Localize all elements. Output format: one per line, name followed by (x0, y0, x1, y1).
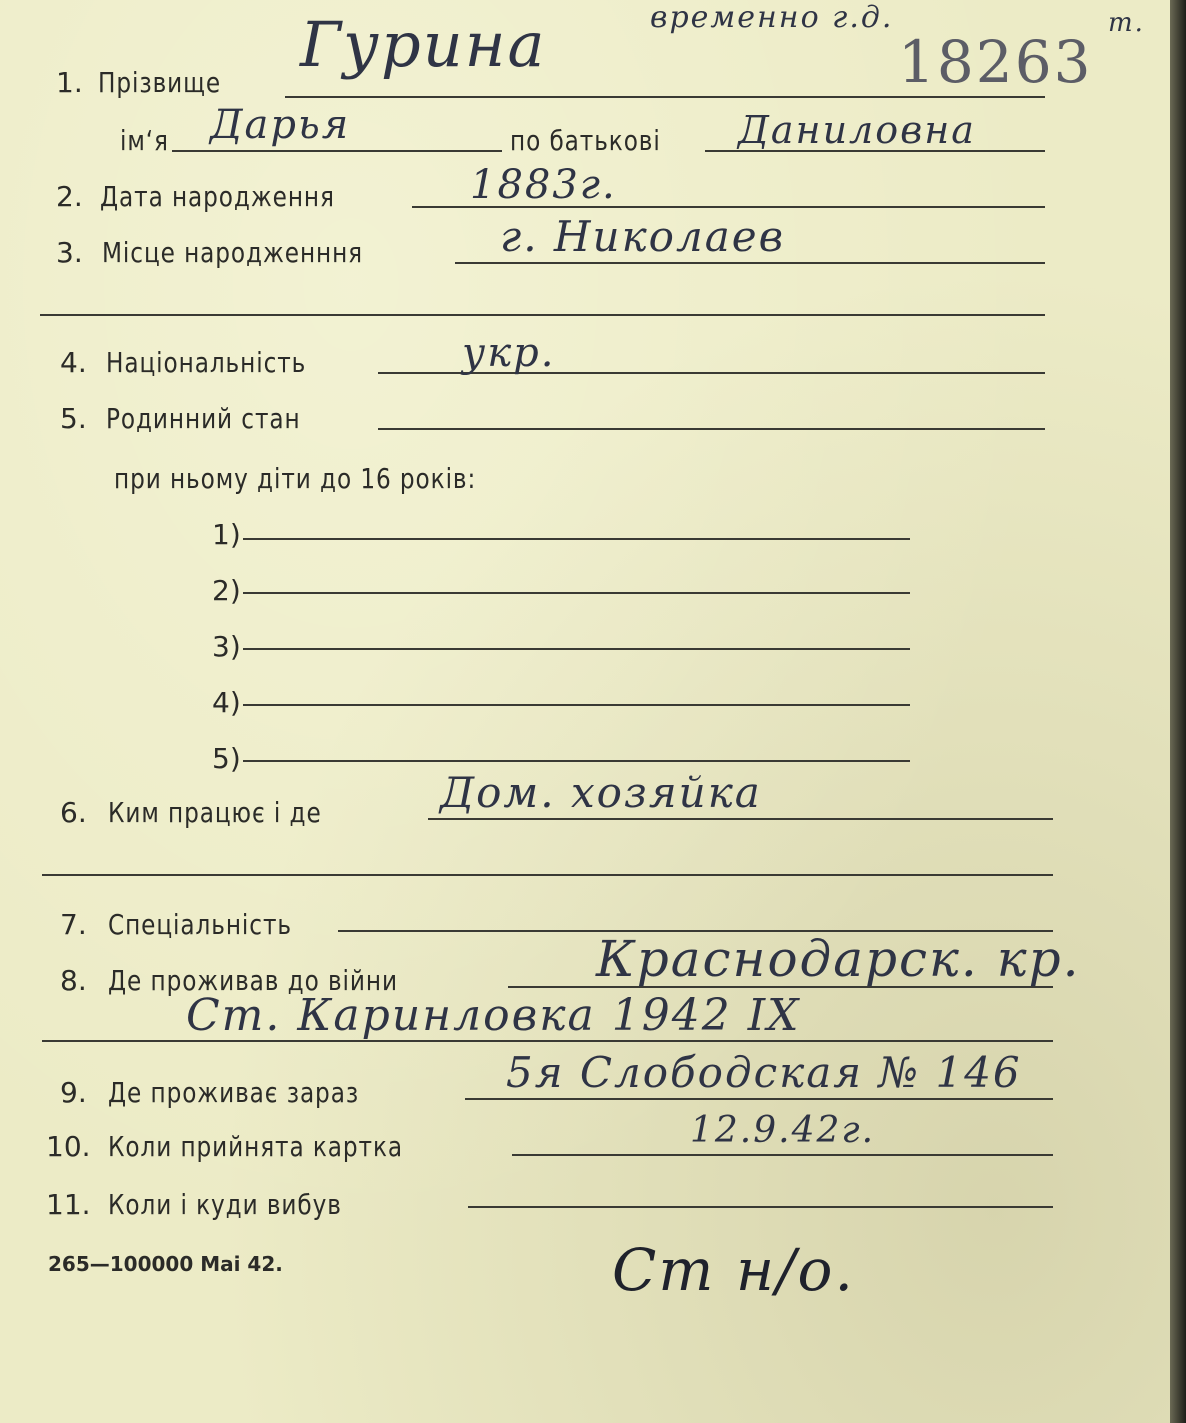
nationality-value: укр. (462, 330, 556, 376)
child-5-line (243, 760, 910, 762)
card-accepted-number: 10. (46, 1130, 91, 1163)
occupation-label: Ким працює і де (108, 796, 322, 829)
child-4-line (243, 704, 910, 706)
card-accepted-value: 12.9.42г. (690, 1110, 876, 1151)
child-2-label: 2) (212, 574, 241, 607)
current-residence-line (465, 1098, 1053, 1100)
surname-label: Прізвище (98, 66, 222, 99)
family-status-line (378, 428, 1045, 430)
child-3-label: 3) (212, 630, 241, 663)
occupation-value: Дом. хозяйка (440, 768, 762, 817)
departure-label: Коли і куди вибув (108, 1188, 342, 1221)
patronymic-value: Даниловна (738, 108, 976, 152)
occupation-line (428, 818, 1053, 820)
surname-value: Гурина (300, 8, 547, 81)
first-name-value: Дарья (210, 102, 351, 148)
child-4-label: 4) (212, 686, 241, 719)
current-residence-value: 5я Слободская № 146 (506, 1048, 1022, 1097)
birth-place-number: 3. (56, 236, 83, 269)
surname-number: 1. (56, 66, 83, 99)
family-status-label: Родинний стан (106, 402, 301, 435)
prewar-residence-line-2 (42, 1040, 1053, 1042)
prewar-residence-number: 8. (60, 964, 87, 997)
current-residence-number: 9. (60, 1076, 87, 1109)
birth-date-value: 1883г. (470, 162, 617, 208)
birth-date-label: Дата народження (100, 180, 335, 213)
corner-note: временно г.д. (650, 0, 894, 35)
first-name-label: ім‘я (120, 124, 169, 157)
card-accepted-label: Коли прийнята картка (108, 1130, 404, 1163)
prewar-residence-label: Де проживав до війни (108, 964, 398, 997)
patronymic-label: по батькові (510, 124, 661, 157)
bottom-note: Ст н/о. (612, 1236, 855, 1304)
specialty-label: Спеціальність (108, 908, 292, 941)
child-3-line (243, 648, 910, 650)
birth-date-number: 2. (56, 180, 83, 213)
card-number: 18263 (898, 28, 1093, 96)
nationality-number: 4. (60, 346, 87, 379)
child-2-line (243, 592, 910, 594)
child-1-label: 1) (212, 518, 241, 551)
departure-number: 11. (46, 1188, 91, 1221)
card-accepted-line (512, 1154, 1053, 1156)
current-residence-label: Де проживає зараз (108, 1076, 360, 1109)
birth-place-line-2 (40, 314, 1045, 316)
card-edge (1170, 0, 1186, 1423)
prewar-residence-value-2: Ст. Каринловка 1942 IX (186, 990, 801, 1041)
birth-place-label: Місце народженння (102, 236, 364, 269)
specialty-number: 7. (60, 908, 87, 941)
child-5-label: 5) (212, 742, 241, 775)
first-name-line (172, 150, 502, 152)
child-1-line (243, 538, 910, 540)
prewar-residence-value: Краснодарск. кр. (596, 930, 1081, 988)
children-header: при ньому діти до 16 років: (114, 462, 477, 495)
print-code: 265—100000 Mai 42. (48, 1252, 283, 1276)
departure-line (468, 1206, 1053, 1208)
surname-line (285, 96, 1045, 98)
birth-place-value: г. Николаев (500, 212, 786, 261)
occupation-number: 6. (60, 796, 87, 829)
corner-mark: т. (1108, 8, 1145, 38)
family-status-number: 5. (60, 402, 87, 435)
birth-place-line (455, 262, 1045, 264)
nationality-label: Національність (106, 346, 307, 379)
occupation-line-2 (42, 874, 1053, 876)
